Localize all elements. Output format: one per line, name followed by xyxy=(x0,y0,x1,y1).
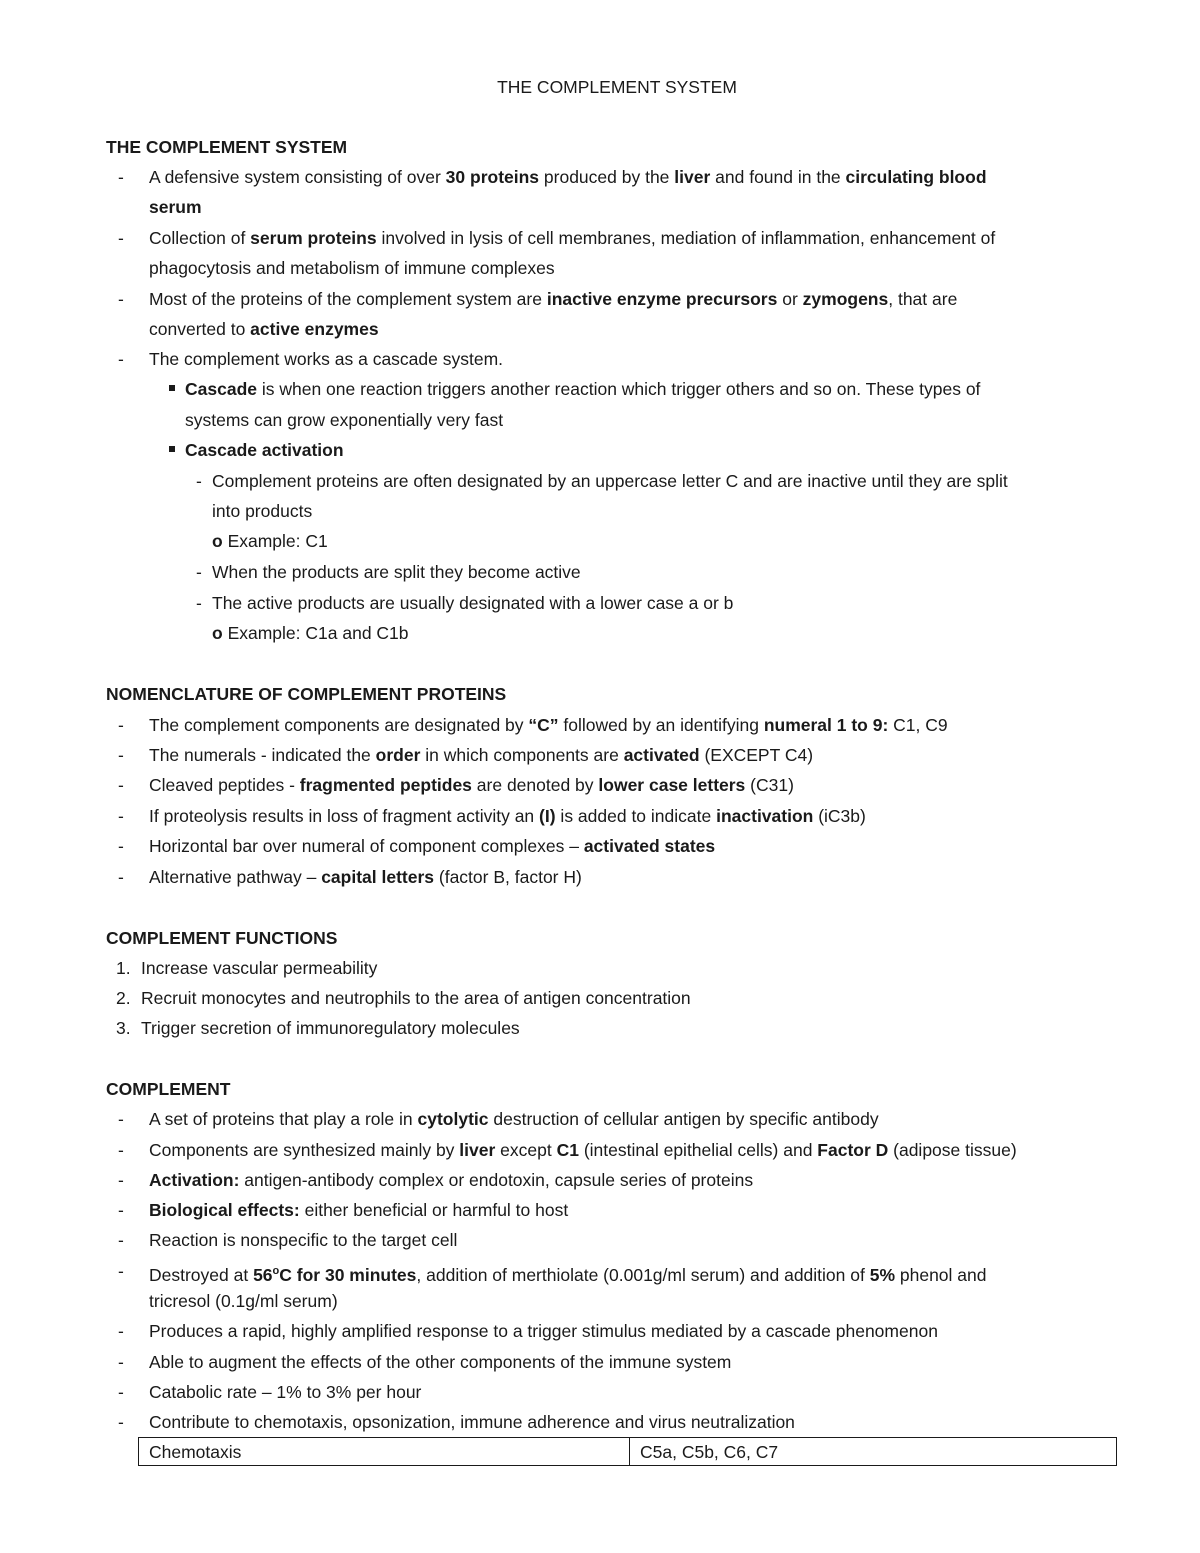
sub-bullet-text-cont: systems can grow exponentially very fast xyxy=(185,410,504,430)
section-heading-nomenclature: NOMENCLATURE OF COMPLEMENT PROTEINS xyxy=(106,684,507,704)
bullet-dash: - xyxy=(118,1170,124,1190)
page-title: THE COMPLEMENT SYSTEM xyxy=(497,77,737,97)
bullet-text: A set of proteins that play a role in cytolytic destruction of cellular antigen by specific antibody xyxy=(149,1109,879,1129)
section-heading-functions: COMPLEMENT FUNCTIONS xyxy=(106,928,338,948)
section-heading-complement-system: THE COMPLEMENT SYSTEM xyxy=(106,137,348,157)
circle-bullet-icon: o xyxy=(212,623,223,643)
bullet-dash: - xyxy=(118,1352,124,1372)
list-number: 3. xyxy=(116,1018,131,1038)
list-number: 1. xyxy=(116,958,131,978)
example-item: o Example: C1 xyxy=(212,531,328,551)
bullet-text: The numerals - indicated the order in which components are activated (EXCEPT C4) xyxy=(149,745,814,765)
bullet-dash: - xyxy=(196,593,202,613)
nested-bullet-text-cont: into products xyxy=(212,501,313,521)
bullet-dash: - xyxy=(196,562,202,582)
complement-function-table xyxy=(138,1437,1117,1466)
list-item: Increase vascular permeability xyxy=(141,958,378,978)
bullet-text: Alternative pathway – capital letters (factor B, factor H) xyxy=(149,867,582,887)
bullet-dash: - xyxy=(118,1109,124,1129)
square-bullet-icon xyxy=(169,446,175,452)
bullet-text-cont: phagocytosis and metabolism of immune complexes xyxy=(149,258,555,278)
sub-bullet-text: Cascade activation xyxy=(185,440,344,460)
bullet-text-cont: converted to active enzymes xyxy=(149,319,379,339)
bullet-text: Catabolic rate – 1% to 3% per hour xyxy=(149,1382,422,1402)
bullet-text: If proteolysis results in loss of fragment activity an (I) is added to indicate inactivation (iC3b) xyxy=(149,806,866,826)
list-number: 2. xyxy=(116,988,131,1008)
bullet-dash: - xyxy=(118,1382,124,1402)
bullet-dash: - xyxy=(118,1200,124,1220)
bullet-dash: - xyxy=(118,806,124,826)
bullet-dash: - xyxy=(118,1230,124,1250)
bullet-text-cont: serum xyxy=(149,197,202,217)
nested-bullet-text: When the products are split they become active xyxy=(212,562,581,582)
bullet-text: Destroyed at 56$^o$C for 30 minutes, addition of merthiolate (0.001g/ml serum) and addition of 5% phenol and xyxy=(149,1264,987,1285)
bullet-dash: - xyxy=(118,775,124,795)
bullet-text-cont: tricresol (0.1g/ml serum) xyxy=(149,1291,338,1311)
table-row xyxy=(139,1438,1117,1466)
bullet-dash: - xyxy=(118,1321,124,1341)
bullet-text: Able to augment the effects of the other components of the immune system xyxy=(149,1352,732,1372)
bullet-text: Components are synthesized mainly by liver except C1 (intestinal epithelial cells) and Factor D (adipose tissue) xyxy=(149,1140,1017,1160)
example-item: o Example: C1a and C1b xyxy=(212,623,409,643)
bullet-dash: - xyxy=(118,289,124,309)
bullet-dash: - xyxy=(196,471,202,491)
list-item: Recruit monocytes and neutrophils to the area of antigen concentration xyxy=(141,988,691,1008)
bullet-dash: - xyxy=(118,745,124,765)
bullet-text: Horizontal bar over numeral of component complexes – activated states xyxy=(149,836,716,856)
bullet-dash: - xyxy=(118,1140,124,1160)
section-heading-complement: COMPLEMENT xyxy=(106,1079,231,1099)
bullet-text: Activation: antigen-antibody complex or endotoxin, capsule series of proteins xyxy=(149,1170,754,1190)
bullet-dash: - xyxy=(118,228,124,248)
bullet-text: A defensive system consisting of over 30 proteins produced by the liver and found in the circulating blood xyxy=(149,167,987,187)
square-bullet-icon xyxy=(169,385,175,391)
nested-bullet-text: The active products are usually designated with a lower case a or b xyxy=(212,593,734,613)
bullet-text: Cleaved peptides - fragmented peptides are denoted by lower case letters (C31) xyxy=(149,775,794,795)
bullet-text: Contribute to chemotaxis, opsonization, immune adherence and virus neutralization xyxy=(149,1412,795,1432)
table-cell-value: C5a, C5b, C6, C7 xyxy=(630,1438,1117,1466)
bullet-text: Biological effects: either beneficial or harmful to host xyxy=(149,1200,569,1220)
bullet-dash: - xyxy=(118,867,124,887)
bullet-dash: - xyxy=(118,715,124,735)
sub-bullet-text: Cascade is when one reaction triggers another reaction which trigger others and so on. These types of xyxy=(185,379,981,399)
bullet-text: The complement works as a cascade system. xyxy=(149,349,504,369)
bullet-text: Most of the proteins of the complement system are inactive enzyme precursors or zymogens, that are xyxy=(149,289,958,309)
bullet-dash: - xyxy=(118,349,124,369)
table-cell-label: Chemotaxis xyxy=(139,1438,630,1466)
nested-bullet-text: Complement proteins are often designated by an uppercase letter C and are inactive until they are split xyxy=(212,471,1008,491)
bullet-text: The complement components are designated by “C” followed by an identifying numeral 1 to 9: C1, C9 xyxy=(149,715,948,735)
bullet-dash: - xyxy=(118,1261,124,1281)
bullet-dash: - xyxy=(118,167,124,187)
bullet-dash: - xyxy=(118,1412,124,1432)
bullet-text: Collection of serum proteins involved in lysis of cell membranes, mediation of inflammation, enhancement of xyxy=(149,228,996,248)
list-item: Trigger secretion of immunoregulatory molecules xyxy=(141,1018,520,1038)
bullet-dash: - xyxy=(118,836,124,856)
bullet-text: Reaction is nonspecific to the target cell xyxy=(149,1230,458,1250)
bullet-text: Produces a rapid, highly amplified response to a trigger stimulus mediated by a cascade phenomenon xyxy=(149,1321,938,1341)
circle-bullet-icon: o xyxy=(212,531,223,551)
